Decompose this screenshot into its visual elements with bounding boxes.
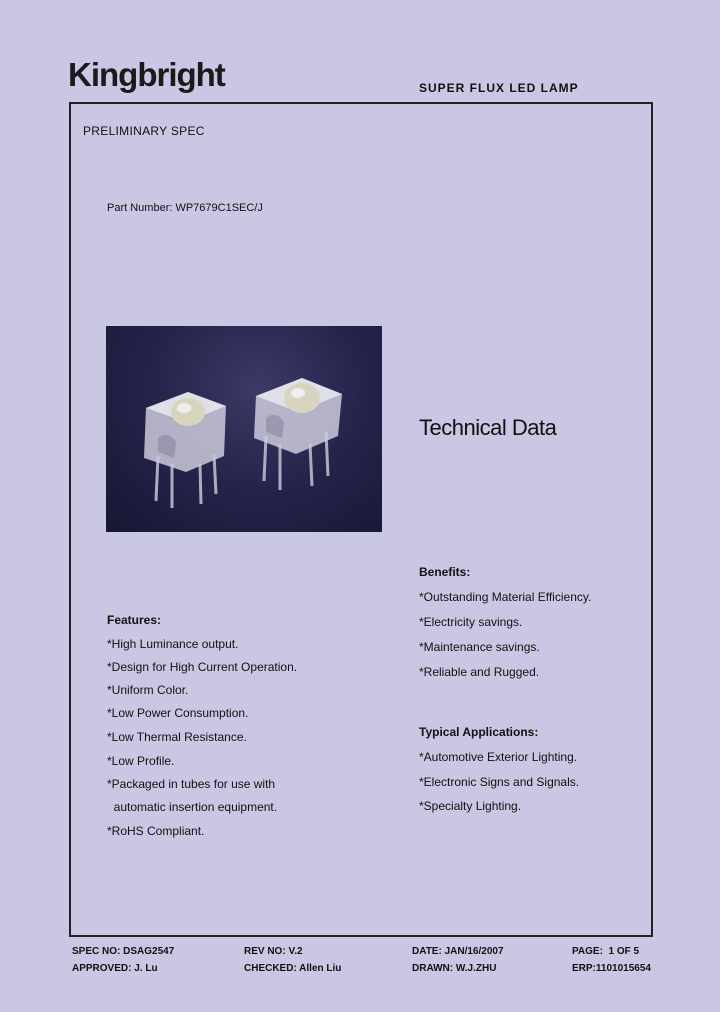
feature-item: automatic insertion equipment.	[107, 800, 278, 814]
part-number: Part Number: WP7679C1SEC/J	[107, 202, 263, 214]
footer-approved: APPROVED: J. Lu	[72, 963, 158, 974]
benefits-heading: Benefits:	[419, 565, 471, 579]
feature-item: *RoHS Compliant.	[107, 824, 205, 838]
application-item: *Electronic Signs and Signals.	[419, 775, 580, 789]
kingbright-logo: Kingbright	[68, 56, 225, 93]
benefit-item: *Maintenance savings.	[419, 640, 540, 654]
feature-item: *High Luminance output.	[107, 637, 239, 651]
application-item: *Specialty Lighting.	[419, 799, 522, 813]
technical-data-heading: Technical Data	[419, 415, 557, 440]
footer-page: PAGE: 1 OF 5	[572, 946, 640, 957]
led-lamps-illustration	[106, 326, 382, 532]
footer-checked: CHECKED: Allen Liu	[244, 963, 342, 974]
feature-item: *Low Power Consumption.	[107, 706, 249, 720]
spec-status: PRELIMINARY SPEC	[83, 124, 205, 138]
benefit-item: *Outstanding Material Efficiency.	[419, 590, 592, 604]
application-item: *Automotive Exterior Lighting.	[419, 750, 578, 764]
benefit-item: *Electricity savings.	[419, 615, 523, 629]
footer-drawn: DRAWN: W.J.ZHU	[412, 963, 497, 974]
footer-rev-no: REV NO: V.2	[244, 946, 303, 957]
footer-spec-no: SPEC NO: DSAG2547	[72, 946, 175, 957]
feature-item: *Low Thermal Resistance.	[107, 730, 247, 744]
applications-heading: Typical Applications:	[419, 725, 539, 739]
features-heading: Features:	[107, 613, 162, 627]
feature-item: *Packaged in tubes for use with	[107, 777, 276, 791]
benefit-item: *Reliable and Rugged.	[419, 665, 540, 679]
product-photo	[106, 326, 382, 532]
feature-item: *Uniform Color.	[107, 683, 189, 697]
feature-item: *Low Profile.	[107, 754, 175, 768]
footer-erp: ERP:1101015654	[572, 963, 651, 974]
footer-date: DATE: JAN/16/2007	[412, 946, 504, 957]
document-title: SUPER FLUX LED LAMP	[419, 81, 579, 95]
feature-item: *Design for High Current Operation.	[107, 660, 298, 674]
